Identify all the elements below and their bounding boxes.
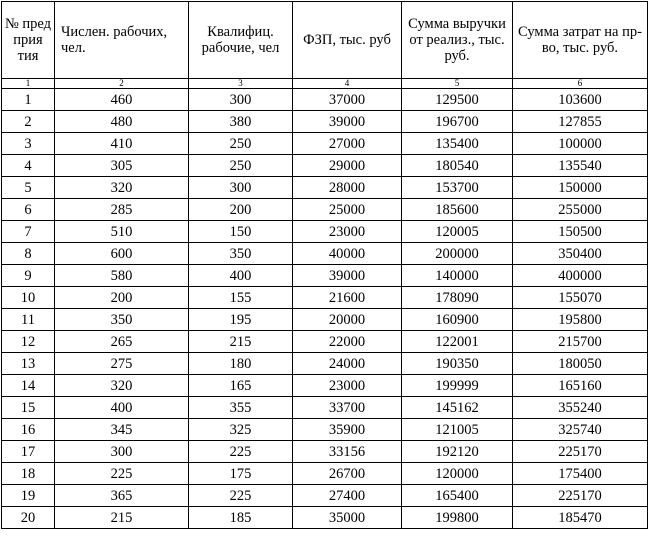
enterprise-number-cell: 4 bbox=[2, 155, 55, 177]
sales-revenue-cell: 199999 bbox=[402, 375, 513, 397]
qualified-workers-cell: 195 bbox=[189, 309, 293, 331]
table-row bbox=[2, 89, 648, 111]
table-row bbox=[2, 199, 648, 221]
payroll-fund-cell: 23000 bbox=[293, 375, 402, 397]
workers-count-cell: 400 bbox=[55, 397, 189, 419]
production-costs-cell: 180050 bbox=[513, 353, 648, 375]
payroll-fund-cell: 27000 bbox=[293, 133, 402, 155]
payroll-fund-cell: 27400 bbox=[293, 485, 402, 507]
sales-revenue-cell: 160900 bbox=[402, 309, 513, 331]
production-costs-cell: 325740 bbox=[513, 419, 648, 441]
workers-count-cell: 275 bbox=[55, 353, 189, 375]
sales-revenue-cell: 140000 bbox=[402, 265, 513, 287]
payroll-fund-cell: 21600 bbox=[293, 287, 402, 309]
production-costs-cell: 165160 bbox=[513, 375, 648, 397]
qualified-workers-cell: 325 bbox=[189, 419, 293, 441]
workers-count-cell: 320 bbox=[55, 375, 189, 397]
workers-count-cell: 480 bbox=[55, 111, 189, 133]
column-number: 5 bbox=[402, 79, 513, 89]
qualified-workers-cell: 300 bbox=[189, 177, 293, 199]
workers-count-cell: 580 bbox=[55, 265, 189, 287]
table-row bbox=[2, 463, 648, 485]
sales-revenue-cell: 190350 bbox=[402, 353, 513, 375]
sales-revenue-cell: 122001 bbox=[402, 331, 513, 353]
qualified-workers-cell: 400 bbox=[189, 265, 293, 287]
production-costs-cell: 400000 bbox=[513, 265, 648, 287]
workers-count-cell: 510 bbox=[55, 221, 189, 243]
header-workers-count: Числен. рабочих, чел. bbox=[55, 2, 189, 79]
production-costs-cell: 150000 bbox=[513, 177, 648, 199]
sales-revenue-cell: 180540 bbox=[402, 155, 513, 177]
workers-count-cell: 215 bbox=[55, 507, 189, 529]
workers-count-cell: 285 bbox=[55, 199, 189, 221]
sales-revenue-cell: 135400 bbox=[402, 133, 513, 155]
payroll-fund-cell: 28000 bbox=[293, 177, 402, 199]
workers-count-cell: 200 bbox=[55, 287, 189, 309]
workers-count-cell: 305 bbox=[55, 155, 189, 177]
header-qualified-workers: Квалифиц. рабочие, чел bbox=[189, 2, 293, 79]
table-row bbox=[2, 221, 648, 243]
workers-count-cell: 225 bbox=[55, 463, 189, 485]
workers-count-cell: 460 bbox=[55, 89, 189, 111]
payroll-fund-cell: 39000 bbox=[293, 111, 402, 133]
table-row bbox=[2, 287, 648, 309]
table-row bbox=[2, 309, 648, 331]
qualified-workers-cell: 350 bbox=[189, 243, 293, 265]
table-row bbox=[2, 485, 648, 507]
qualified-workers-cell: 250 bbox=[189, 133, 293, 155]
table-body bbox=[2, 89, 648, 529]
production-costs-cell: 355240 bbox=[513, 397, 648, 419]
table-row bbox=[2, 507, 648, 529]
production-costs-cell: 185470 bbox=[513, 507, 648, 529]
enterprise-number-cell: 18 bbox=[2, 463, 55, 485]
column-number: 1 bbox=[2, 79, 55, 89]
qualified-workers-cell: 380 bbox=[189, 111, 293, 133]
enterprise-number-cell: 20 bbox=[2, 507, 55, 529]
sales-revenue-cell: 185600 bbox=[402, 199, 513, 221]
production-costs-cell: 135540 bbox=[513, 155, 648, 177]
payroll-fund-cell: 33156 bbox=[293, 441, 402, 463]
table-row bbox=[2, 331, 648, 353]
table-row bbox=[2, 111, 648, 133]
enterprise-number-cell: 7 bbox=[2, 221, 55, 243]
qualified-workers-cell: 165 bbox=[189, 375, 293, 397]
sales-revenue-cell: 120000 bbox=[402, 463, 513, 485]
workers-count-cell: 300 bbox=[55, 441, 189, 463]
payroll-fund-cell: 24000 bbox=[293, 353, 402, 375]
enterprise-number-cell: 12 bbox=[2, 331, 55, 353]
enterprise-number-cell: 16 bbox=[2, 419, 55, 441]
header-enterprise-number: № пред прия тия bbox=[2, 2, 55, 79]
qualified-workers-cell: 355 bbox=[189, 397, 293, 419]
production-costs-cell: 350400 bbox=[513, 243, 648, 265]
qualified-workers-cell: 155 bbox=[189, 287, 293, 309]
qualified-workers-cell: 225 bbox=[189, 441, 293, 463]
qualified-workers-cell: 175 bbox=[189, 463, 293, 485]
enterprise-number-cell: 14 bbox=[2, 375, 55, 397]
workers-count-cell: 365 bbox=[55, 485, 189, 507]
workers-count-cell: 345 bbox=[55, 419, 189, 441]
table-row bbox=[2, 419, 648, 441]
qualified-workers-cell: 150 bbox=[189, 221, 293, 243]
enterprise-number-cell: 11 bbox=[2, 309, 55, 331]
production-costs-cell: 175400 bbox=[513, 463, 648, 485]
payroll-fund-cell: 23000 bbox=[293, 221, 402, 243]
qualified-workers-cell: 250 bbox=[189, 155, 293, 177]
header-sales-revenue: Сумма выручки от реализ., тыс. руб. bbox=[402, 2, 513, 79]
enterprise-number-cell: 1 bbox=[2, 89, 55, 111]
enterprise-number-cell: 15 bbox=[2, 397, 55, 419]
workers-count-cell: 410 bbox=[55, 133, 189, 155]
sales-revenue-cell: 196700 bbox=[402, 111, 513, 133]
production-costs-cell: 255000 bbox=[513, 199, 648, 221]
table-row bbox=[2, 265, 648, 287]
sales-revenue-cell: 178090 bbox=[402, 287, 513, 309]
sales-revenue-cell: 145162 bbox=[402, 397, 513, 419]
production-costs-cell: 103600 bbox=[513, 89, 648, 111]
enterprise-number-cell: 5 bbox=[2, 177, 55, 199]
payroll-fund-cell: 25000 bbox=[293, 199, 402, 221]
production-costs-cell: 225170 bbox=[513, 485, 648, 507]
sales-revenue-cell: 121005 bbox=[402, 419, 513, 441]
workers-count-cell: 265 bbox=[55, 331, 189, 353]
enterprise-number-cell: 6 bbox=[2, 199, 55, 221]
payroll-fund-cell: 26700 bbox=[293, 463, 402, 485]
sales-revenue-cell: 165400 bbox=[402, 485, 513, 507]
table-row bbox=[2, 133, 648, 155]
table-row bbox=[2, 177, 648, 199]
sales-revenue-cell: 192120 bbox=[402, 441, 513, 463]
enterprise-number-cell: 8 bbox=[2, 243, 55, 265]
workers-count-cell: 350 bbox=[55, 309, 189, 331]
header-production-costs: Сумма затрат на пр-во, тыс. руб. bbox=[513, 2, 648, 79]
header-payroll-fund: ФЗП, тыс. руб bbox=[293, 2, 402, 79]
production-costs-cell: 127855 bbox=[513, 111, 648, 133]
production-costs-cell: 100000 bbox=[513, 133, 648, 155]
workers-count-cell: 320 bbox=[55, 177, 189, 199]
payroll-fund-cell: 39000 bbox=[293, 265, 402, 287]
sales-revenue-cell: 200000 bbox=[402, 243, 513, 265]
payroll-fund-cell: 35900 bbox=[293, 419, 402, 441]
production-costs-cell: 150500 bbox=[513, 221, 648, 243]
sales-revenue-cell: 129500 bbox=[402, 89, 513, 111]
payroll-fund-cell: 37000 bbox=[293, 89, 402, 111]
qualified-workers-cell: 225 bbox=[189, 485, 293, 507]
table-row bbox=[2, 353, 648, 375]
table-row bbox=[2, 397, 648, 419]
payroll-fund-cell: 22000 bbox=[293, 331, 402, 353]
production-costs-cell: 215700 bbox=[513, 331, 648, 353]
column-number: 4 bbox=[293, 79, 402, 89]
workers-count-cell: 600 bbox=[55, 243, 189, 265]
enterprise-number-cell: 9 bbox=[2, 265, 55, 287]
enterprise-number-cell: 13 bbox=[2, 353, 55, 375]
column-number: 6 bbox=[513, 79, 648, 89]
qualified-workers-cell: 200 bbox=[189, 199, 293, 221]
table-row bbox=[2, 243, 648, 265]
table-row bbox=[2, 155, 648, 177]
enterprise-number-cell: 3 bbox=[2, 133, 55, 155]
payroll-fund-cell: 20000 bbox=[293, 309, 402, 331]
enterprise-data-table bbox=[1, 1, 648, 529]
sales-revenue-cell: 199800 bbox=[402, 507, 513, 529]
production-costs-cell: 195800 bbox=[513, 309, 648, 331]
enterprise-number-cell: 2 bbox=[2, 111, 55, 133]
qualified-workers-cell: 180 bbox=[189, 353, 293, 375]
production-costs-cell: 155070 bbox=[513, 287, 648, 309]
sales-revenue-cell: 153700 bbox=[402, 177, 513, 199]
sales-revenue-cell: 120005 bbox=[402, 221, 513, 243]
column-number: 3 bbox=[189, 79, 293, 89]
enterprise-number-cell: 10 bbox=[2, 287, 55, 309]
production-costs-cell: 225170 bbox=[513, 441, 648, 463]
table-row bbox=[2, 375, 648, 397]
table-row bbox=[2, 441, 648, 463]
payroll-fund-cell: 33700 bbox=[293, 397, 402, 419]
header-row bbox=[2, 2, 648, 79]
column-number-row bbox=[2, 79, 648, 89]
enterprise-number-cell: 17 bbox=[2, 441, 55, 463]
qualified-workers-cell: 300 bbox=[189, 89, 293, 111]
payroll-fund-cell: 40000 bbox=[293, 243, 402, 265]
qualified-workers-cell: 215 bbox=[189, 331, 293, 353]
payroll-fund-cell: 29000 bbox=[293, 155, 402, 177]
qualified-workers-cell: 185 bbox=[189, 507, 293, 529]
column-number: 2 bbox=[55, 79, 189, 89]
payroll-fund-cell: 35000 bbox=[293, 507, 402, 529]
enterprise-number-cell: 19 bbox=[2, 485, 55, 507]
